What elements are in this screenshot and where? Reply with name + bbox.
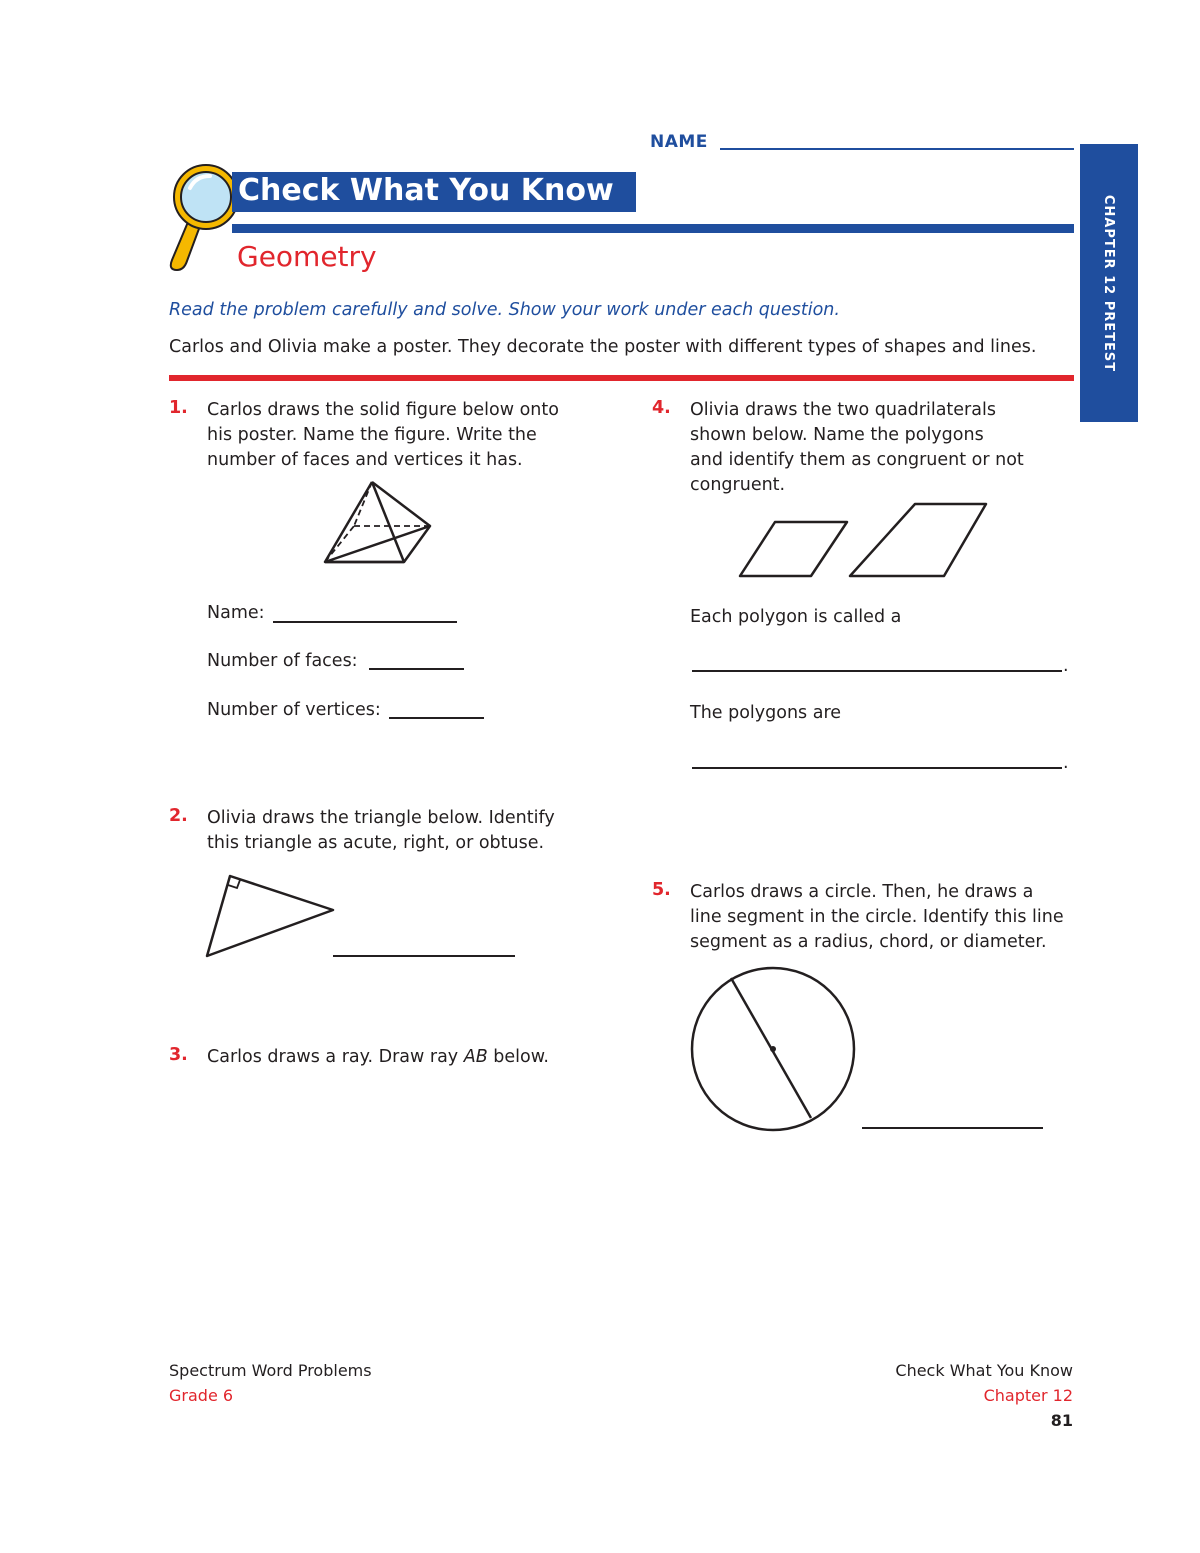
question-2-number: 2. [169, 806, 188, 826]
q4-polygon-label: Each polygon is called a [690, 607, 902, 627]
q1-faces-answer-line[interactable] [369, 668, 464, 670]
intro-text: Carlos and Olivia make a poster. They decorate the poster with different types of shapes and lines. [169, 337, 1037, 357]
pyramid-figure [318, 476, 436, 568]
question-5-text: Carlos draws a circle. Then, he draws a line segment in the circle. Identify this line segment as a radius, chord, or diameter. [690, 882, 1064, 952]
q2-answer-line[interactable] [333, 955, 515, 957]
q1-vertices-answer-line[interactable] [389, 717, 484, 719]
instructions: Read the problem carefully and solve. Show your work under each question. [169, 300, 840, 320]
chapter-side-label: CHAPTER 12 PRETEST [1101, 194, 1117, 372]
q1-name-label: Name: [207, 603, 265, 623]
q1-vertices-label: Number of vertices: [207, 700, 381, 720]
q1-name-answer-line[interactable] [273, 621, 457, 623]
q1-faces-label: Number of faces: [207, 651, 358, 671]
quadrilaterals-figure [735, 498, 995, 582]
question-4-number: 4. [652, 398, 671, 418]
page-subtitle: Geometry [237, 240, 377, 273]
page-number: 81 [1050, 1411, 1073, 1430]
right-triangle-figure [200, 870, 340, 960]
footer-grade: Grade 6 [169, 1386, 234, 1405]
header-divider [232, 224, 1074, 233]
question-1-number: 1. [169, 398, 188, 418]
question-1-text: Carlos draws the solid figure below onto his poster. Name the figure. Write the number of faces and vertices it has. [207, 400, 559, 470]
footer-book-title: Spectrum Word Problems [169, 1361, 372, 1380]
footer-chapter: Chapter 12 [983, 1386, 1073, 1405]
q5-answer-line[interactable] [862, 1127, 1043, 1129]
page-title: Check What You Know [238, 173, 614, 208]
q4-polygon-answer-line[interactable] [692, 670, 1062, 672]
section-divider [169, 375, 1074, 381]
q4-congruent-answer-line[interactable] [692, 767, 1062, 769]
question-3-text: Carlos draws a ray. Draw ray AB below. [207, 1047, 549, 1067]
q4-congruent-label: The polygons are [690, 703, 842, 723]
name-label: NAME [650, 132, 708, 152]
question-3-number: 3. [169, 1045, 188, 1065]
circle-figure [686, 962, 860, 1136]
name-field-line[interactable] [720, 148, 1074, 150]
question-4-text: Olivia draws the two quadrilaterals shown below. Name the polygons and identify them as congruent or not congruent. [690, 400, 1024, 495]
footer-section: Check What You Know [895, 1361, 1073, 1380]
question-5-number: 5. [652, 880, 671, 900]
question-2-text: Olivia draws the triangle below. Identify this triangle as acute, right, or obtuse. [207, 808, 555, 853]
